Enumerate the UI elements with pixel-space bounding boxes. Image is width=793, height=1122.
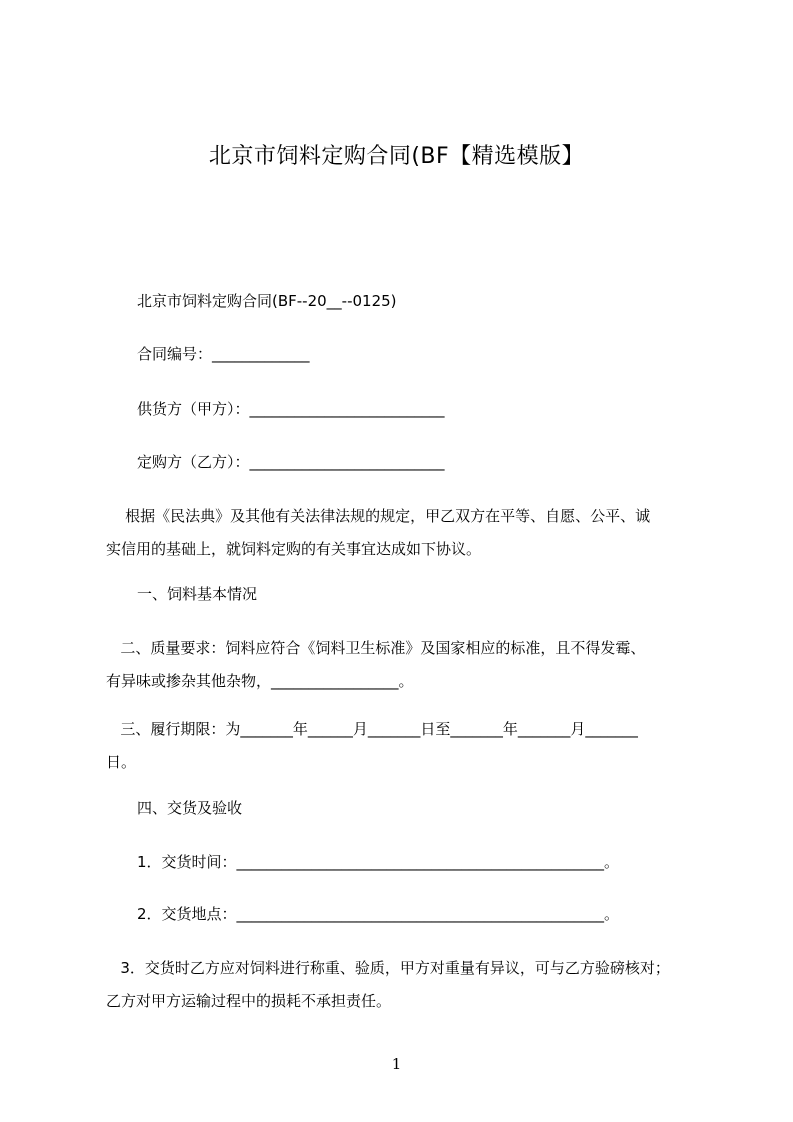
buyer-label: 定购方（乙方）： bbox=[137, 453, 250, 471]
supplier-blank: __________________________ bbox=[249, 400, 445, 418]
supplier-label: 供货方（甲方）： bbox=[137, 400, 250, 418]
page-title: 北京市饲料定购合同(BF【精选模版】 bbox=[208, 144, 585, 169]
item-3-inspection: 3．交货时乙方应对饲料进行称重、验质，甲方对重量有异议，可与乙方验磅核对； 乙方对甲方运输过程中的损耗不承担责任。 bbox=[106, 959, 670, 1010]
supplier-line bbox=[137, 398, 445, 420]
section-2-quality: 二、质量要求：饲料应符合《饲料卫生标准》及国家相应的标准，且不得发霉、 有异味或掺杂其他杂物，_________________。 bbox=[106, 639, 646, 690]
item-1-delivery-time: 1．交货时间：_________________________________________________。 bbox=[137, 853, 620, 871]
section-1-heading: 一、饲料基本情况 bbox=[137, 585, 258, 603]
buyer-blank: __________________________ bbox=[249, 453, 445, 471]
buyer-line bbox=[137, 451, 445, 473]
contract-number-blank: _____________ bbox=[212, 345, 310, 363]
contract-number-label: 合同编号： bbox=[137, 345, 213, 363]
item-2-delivery-place: 2．交货地点：_________________________________________________。 bbox=[137, 905, 620, 923]
contract-subtitle: 北京市饲料定购合同(BF--20__--0125) bbox=[137, 292, 397, 310]
contract-number-line bbox=[137, 343, 310, 365]
section-3-term: 三、履行期限：为_______年______月_______日至_______年_______月_______ 日。 bbox=[106, 720, 638, 771]
section-4-heading: 四、交货及验收 bbox=[137, 799, 243, 817]
page-number: 1 bbox=[391, 1055, 402, 1073]
preamble-paragraph: 根据《民法典》及其他有关法律法规的规定，甲乙双方在平等、自愿、公平、诚 实信用的基础上，就饲料定购的有关事宜达成如下协议。 bbox=[106, 507, 651, 558]
